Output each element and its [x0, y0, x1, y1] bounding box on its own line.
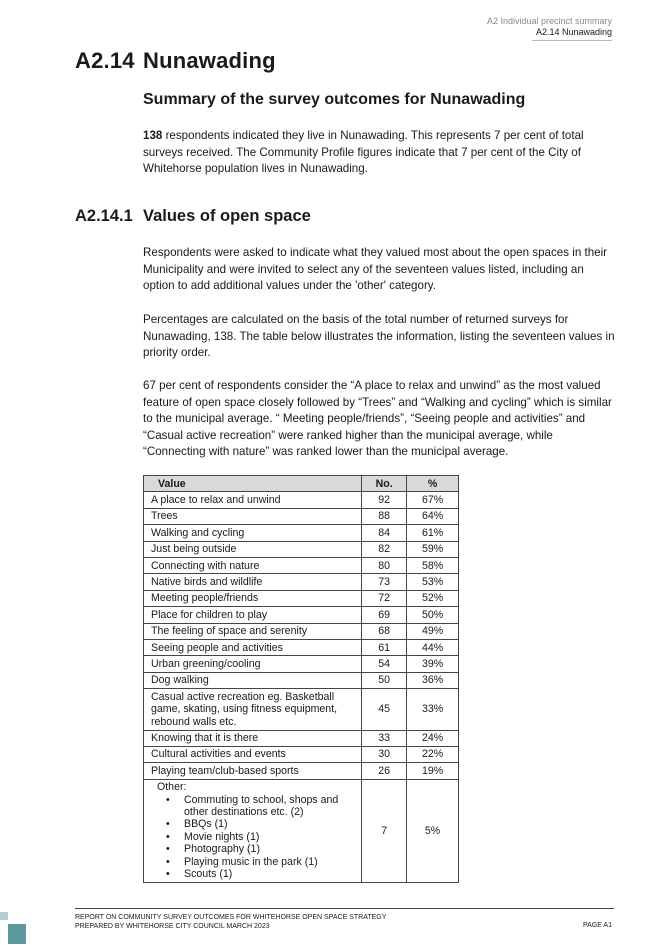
footer-text — [75, 913, 386, 931]
header-divider — [532, 40, 612, 41]
row-value: The feeling of space and serenity — [144, 623, 362, 639]
other-label: Other: — [157, 781, 187, 794]
list-item: • Playing music in the park (1) — [184, 856, 354, 868]
row-count: 72 — [362, 590, 407, 606]
footer-divider — [75, 908, 614, 909]
paragraph-values-intro: Respondents were asked to indicate what they valued most about the open spaces in their Municipality and were invited to select any of the seventeen values listed, including an option to add additional values under the 'other' category. — [143, 246, 608, 293]
table-row-other — [144, 779, 459, 882]
row-value: Seeing people and activities — [144, 640, 362, 656]
row-percent: 49% — [407, 623, 459, 639]
row-value: Playing team/club-based sports — [144, 763, 362, 779]
page-title — [75, 48, 276, 74]
corner-decoration-light — [0, 912, 8, 920]
table-row — [144, 746, 459, 762]
footer-line-1: REPORT ON COMMUNITY SURVEY OUTCOMES FOR WHITEHORSE OPEN SPACE STRATEGY — [75, 914, 387, 921]
row-value: Cultural activities and events — [144, 746, 362, 762]
row-count: 54 — [362, 656, 407, 672]
table-body — [144, 492, 459, 883]
table-row — [144, 607, 459, 623]
table-row — [144, 558, 459, 574]
header-value: Value — [144, 476, 362, 492]
table-row — [144, 541, 459, 557]
page-title-number: A2.14 — [75, 48, 135, 73]
row-count: 33 — [362, 730, 407, 746]
page-subtitle: Summary of the survey outcomes for Nunawading — [143, 91, 526, 108]
table-row — [144, 672, 459, 688]
table-row — [144, 730, 459, 746]
row-count: 69 — [362, 607, 407, 623]
header-percent: % — [407, 476, 459, 492]
row-value: Dog walking — [144, 672, 362, 688]
list-item: • Commuting to school, shops and other destinations etc. (2) — [184, 794, 354, 819]
row-percent: 50% — [407, 607, 459, 623]
list-item: • Scouts (1) — [184, 868, 354, 880]
row-count: 68 — [362, 623, 407, 639]
row-percent: 59% — [407, 541, 459, 557]
row-value: Native birds and wildlife — [144, 574, 362, 590]
table-row — [144, 590, 459, 606]
list-item: • Photography (1) — [184, 843, 354, 855]
row-percent: 64% — [407, 508, 459, 524]
row-percent: 61% — [407, 525, 459, 541]
row-value: A place to relax and unwind — [144, 492, 362, 508]
table-row — [144, 508, 459, 524]
table-header-row — [144, 476, 459, 492]
row-value: Casual active recreation eg. Basketball game, skating, using fitness equipment, rebound walls etc. — [144, 689, 362, 730]
corner-decoration-dark — [8, 924, 26, 944]
row-percent: 39% — [407, 656, 459, 672]
table-row — [144, 574, 459, 590]
table-row — [144, 689, 459, 730]
row-percent: 44% — [407, 640, 459, 656]
row-value-other — [144, 779, 362, 882]
row-percent: 53% — [407, 574, 459, 590]
row-value: Knowing that it is there — [144, 730, 362, 746]
row-count: 45 — [362, 689, 407, 730]
row-count: 88 — [362, 508, 407, 524]
row-count: 30 — [362, 746, 407, 762]
page-header — [487, 16, 612, 38]
row-percent: 24% — [407, 730, 459, 746]
table-row — [144, 763, 459, 779]
row-value: Walking and cycling — [144, 525, 362, 541]
row-count: 61 — [362, 640, 407, 656]
row-count: 26 — [362, 763, 407, 779]
list-item: • BBQs (1) — [184, 818, 354, 830]
table-row — [144, 525, 459, 541]
table-row — [144, 656, 459, 672]
header-subsection: A2.14 Nunawading — [535, 27, 612, 37]
row-percent: 19% — [407, 763, 459, 779]
row-count: 80 — [362, 558, 407, 574]
other-list — [151, 794, 354, 881]
intro-text: respondents indicated they live in Nunawading. This represents 7 per cent of total surveys received. The Community Profile figures indicate that 7 per cent of the City of Whitehorse population lives in Nunawading. — [143, 129, 584, 176]
row-percent: 22% — [407, 746, 459, 762]
header-section: A2 Individual precinct summary — [486, 16, 612, 26]
row-value: Place for children to play — [144, 607, 362, 623]
footer-line-2: PREPARED BY WHITEHORSE CITY COUNCIL MARCH 2023 — [75, 923, 270, 930]
row-count: 82 — [362, 541, 407, 557]
table-row — [144, 623, 459, 639]
section-title: Values of open space — [143, 207, 311, 225]
table-row — [144, 640, 459, 656]
header-no: No. — [362, 476, 407, 492]
intro-bold-count: 138 — [143, 129, 163, 142]
row-count: 84 — [362, 525, 407, 541]
row-count: 73 — [362, 574, 407, 590]
section-heading — [75, 207, 311, 226]
row-percent: 67% — [407, 492, 459, 508]
table-row — [144, 492, 459, 508]
paragraph-percentages: Percentages are calculated on the basis of the total number of returned surveys for Nunawading, 138. The table below illustrates the information, listing the seventeen values in priority order. — [143, 313, 615, 360]
row-percent: 52% — [407, 590, 459, 606]
section-number: A2.14.1 — [75, 207, 133, 225]
row-value: Connecting with nature — [144, 558, 362, 574]
row-value: Just being outside — [144, 541, 362, 557]
row-value: Meeting people/friends — [144, 590, 362, 606]
row-count: 92 — [362, 492, 407, 508]
page-title-text: Nunawading — [143, 48, 276, 73]
row-value: Urban greening/cooling — [144, 656, 362, 672]
row-percent-other: 5% — [407, 779, 459, 882]
row-count-other: 7 — [362, 779, 407, 882]
row-value: Trees — [144, 508, 362, 524]
paragraph-summary: 67 per cent of respondents consider the “A place to relax and unwind” as the most valued feature of open space closely followed by “Trees” and “Walking and cycling” which is similar to the municipal average. “ Meeting people/friends”, “Seeing people and activities” and “Casual active recreation” were ranked higher than the municipal average, while “Connecting with nature” was ranked lower than the municipal average. — [143, 379, 612, 459]
row-count: 50 — [362, 672, 407, 688]
values-table — [143, 475, 459, 883]
row-percent: 58% — [407, 558, 459, 574]
list-item: • Movie nights (1) — [184, 831, 354, 843]
intro-paragraph — [143, 128, 618, 178]
row-percent: 33% — [407, 689, 459, 730]
page-number: PAGE A1 — [582, 922, 612, 929]
row-percent: 36% — [407, 672, 459, 688]
